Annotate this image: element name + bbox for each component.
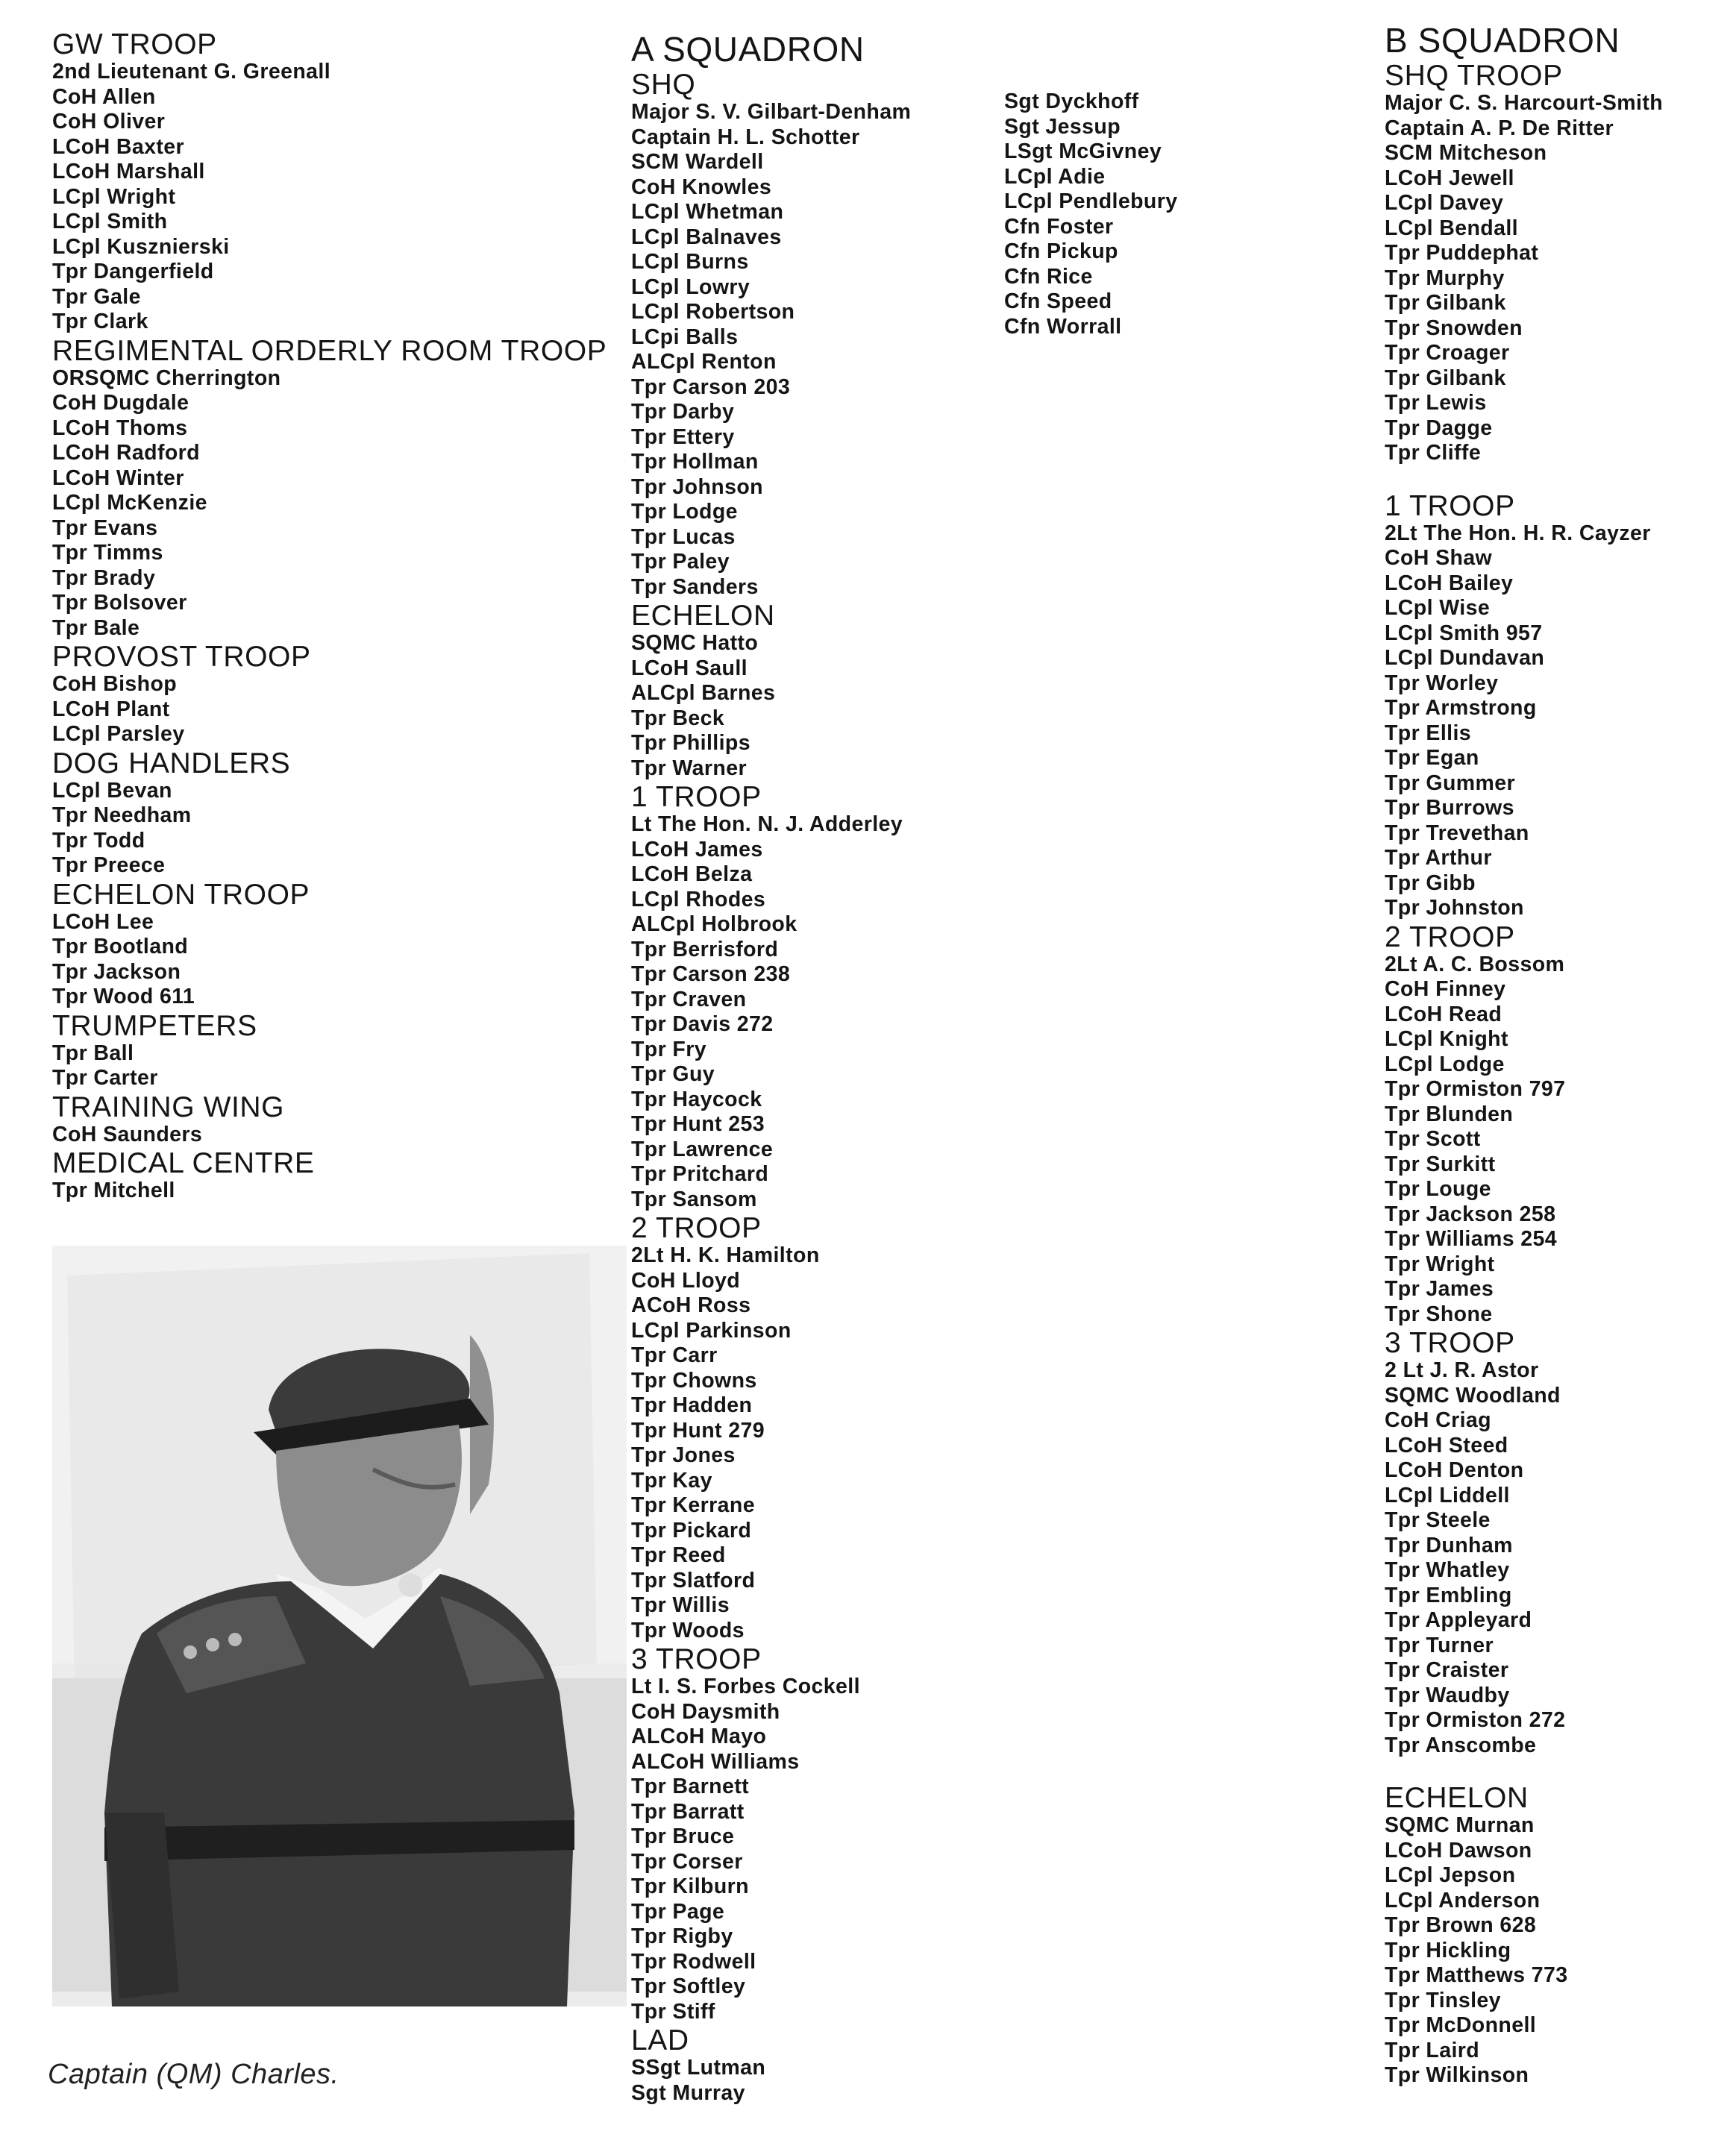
section-heading: LAD bbox=[631, 2024, 689, 2056]
roster-entry: Tpr Gibb bbox=[1385, 870, 1476, 895]
roster-entry: LCpl Smith 957 bbox=[1385, 621, 1543, 645]
section-heading: REGIMENTAL ORDERLY ROOM TROOP bbox=[52, 334, 607, 367]
roster-entry: Cfn Worrall bbox=[1004, 314, 1122, 339]
roster-entry: LCoH Read bbox=[1385, 1002, 1502, 1026]
roster-entry: Tpr Worley bbox=[1385, 671, 1499, 695]
roster-entry: Tpr Needham bbox=[52, 803, 192, 827]
roster-entry: CoH Oliver bbox=[52, 110, 166, 134]
roster-entry: Tpr Ormiston 272 bbox=[1385, 1708, 1566, 1732]
roster-entry: LCoH Denton bbox=[1385, 1458, 1524, 1482]
roster-entry: Tpr Arthur bbox=[1385, 846, 1492, 870]
section-heading: 3 TROOP bbox=[631, 1643, 762, 1675]
roster-entry: Tpr Waudby bbox=[1385, 1683, 1510, 1707]
roster-entry: Tpr Surkitt bbox=[1385, 1152, 1496, 1176]
roster-entry: ORSQMC Cherrington bbox=[52, 365, 281, 390]
roster-entry: Tpr Paley bbox=[631, 550, 730, 574]
roster-entry: LCpl Smith bbox=[52, 210, 168, 233]
roster-entry: Tpr Stiff bbox=[631, 1999, 715, 2024]
roster-entry: SCM Wardell bbox=[631, 150, 764, 174]
section-heading: SHQ bbox=[631, 69, 696, 101]
roster-entry: Tpr Dagge bbox=[1385, 415, 1493, 440]
section-heading: DOG HANDLERS bbox=[52, 747, 291, 779]
roster-entry: Tpr Rodwell bbox=[631, 1949, 756, 1974]
roster-entry: SQMC Hatto bbox=[631, 631, 759, 655]
roster-entry: Tpr Guy bbox=[631, 1062, 715, 1086]
roster-entry: Tpr Ettery bbox=[631, 424, 735, 449]
roster-entry: Tpr Lodge bbox=[631, 500, 738, 524]
roster-entry: LCoH Lee bbox=[52, 909, 154, 934]
roster-entry: LCoH Winter bbox=[52, 465, 184, 490]
column-3 bbox=[1004, 90, 1362, 339]
roster-entry: Tpr Hollman bbox=[631, 450, 759, 474]
roster-entry: 2nd Lieutenant G. Greenall bbox=[52, 60, 331, 84]
roster-entry: Tpr Carson 238 bbox=[631, 962, 791, 986]
roster-entry: ACoH Ross bbox=[631, 1293, 751, 1317]
section-heading: 2 TROOP bbox=[1385, 920, 1515, 953]
roster-entry: CoH Lloyd bbox=[631, 1268, 741, 1293]
roster-entry: LCpl Wise bbox=[1385, 596, 1491, 620]
roster-entry: Tpr Puddephat bbox=[1385, 241, 1539, 265]
roster-entry: LCpl Lodge bbox=[1385, 1052, 1505, 1076]
roster-entry: Tpr Todd bbox=[52, 828, 145, 853]
roster-entry: LCpl Pendlebury bbox=[1004, 189, 1178, 213]
roster-entry: Tpr Armstrong bbox=[1385, 696, 1537, 720]
roster-entry: Tpr Dunham bbox=[1385, 1533, 1513, 1557]
section-heading: B SQUADRON bbox=[1385, 21, 1620, 60]
roster-entry: Tpr Burrows bbox=[1385, 796, 1514, 820]
roster-entry: Tpr Cliffe bbox=[1385, 441, 1482, 465]
roster-entry: Tpr Turner bbox=[1385, 1633, 1494, 1657]
roster-entry: Tpr Evans bbox=[52, 515, 158, 540]
roster-entry: CoH Daysmith bbox=[631, 1699, 780, 1724]
roster-entry: LCpl Bevan bbox=[52, 778, 172, 803]
photo-caption: Captain (QM) Charles. bbox=[48, 2059, 339, 2090]
roster-entry: Lt I. S. Forbes Cockell bbox=[631, 1675, 860, 1698]
roster-entry: SQMC Murnan bbox=[1385, 1813, 1535, 1837]
column-4 bbox=[1385, 19, 1728, 2089]
roster-entry: LCpl Robertson bbox=[631, 300, 795, 324]
roster-entry: LCoH Belza bbox=[631, 862, 753, 886]
section-heading: GW TROOP bbox=[52, 28, 217, 60]
roster-entry: SQMC Woodland bbox=[1385, 1383, 1561, 1408]
roster-entry: Tpr Jackson bbox=[52, 959, 181, 984]
roster-entry: Tpr James bbox=[1385, 1277, 1494, 1301]
roster-entry: Tpr Preece bbox=[52, 853, 166, 877]
roster-entry: CoH Knowles bbox=[631, 175, 772, 199]
roster-entry: Tpr Phillips bbox=[631, 731, 751, 755]
roster-entry: Tpr Kerrane bbox=[631, 1493, 755, 1517]
roster-entry: LCpl Bendall bbox=[1385, 216, 1518, 240]
roster-entry: Tpr McDonnell bbox=[1385, 2013, 1537, 2037]
roster-entry: CoH Allen bbox=[52, 84, 156, 109]
roster-entry: Tpr Lewis bbox=[1385, 391, 1487, 415]
roster-entry: Tpr Lawrence bbox=[631, 1137, 774, 1161]
section-heading: 2 TROOP bbox=[631, 1212, 762, 1244]
roster-entry: LCpl Wright bbox=[52, 184, 176, 209]
roster-entry: Tpr Gilbank bbox=[1385, 365, 1506, 390]
section-heading: TRUMPETERS bbox=[52, 1009, 257, 1042]
roster-entry: Captain H. L. Schotter bbox=[631, 125, 860, 149]
section-heading: ECHELON bbox=[1385, 1782, 1529, 1814]
section-heading: 1 TROOP bbox=[1385, 489, 1515, 522]
roster-entry: Tpr Kay bbox=[631, 1468, 712, 1493]
roster-entry: Tpr Softley bbox=[631, 1974, 746, 1998]
roster-entry: LCpl Lowry bbox=[631, 274, 751, 299]
roster-entry: CoH Bishop bbox=[52, 672, 178, 696]
section-heading: ECHELON bbox=[631, 600, 775, 632]
roster-entry: CoH Finney bbox=[1385, 977, 1506, 1001]
roster-entry: Tpr Carson 203 bbox=[631, 374, 791, 399]
roster-entry: Tpr Tinsley bbox=[1385, 1988, 1501, 2012]
roster-entry: Tpr Chowns bbox=[631, 1368, 757, 1393]
roster-entry: LCpl Jepson bbox=[1385, 1863, 1516, 1887]
portrait-photo bbox=[52, 1246, 627, 2006]
roster-entry: Tpr Laird bbox=[1385, 2038, 1480, 2062]
section-heading: 3 TROOP bbox=[1385, 1327, 1515, 1359]
roster-entry: Tpr Beck bbox=[631, 706, 725, 730]
section-heading: ECHELON TROOP bbox=[52, 878, 310, 911]
roster-entry: Tpr Anscombe bbox=[1385, 1733, 1537, 1757]
roster-entry: Tpr Rigby bbox=[631, 1924, 733, 1948]
section-heading: MEDICAL CENTRE bbox=[52, 1147, 315, 1179]
roster-entry: LCpl Adie bbox=[1004, 164, 1106, 189]
roster-entry: Tpr Mitchell bbox=[52, 1179, 175, 1202]
section-heading: SHQ TROOP bbox=[1385, 60, 1563, 92]
roster-entry: Tpr Carr bbox=[631, 1343, 718, 1367]
section-heading: TRAINING WING bbox=[52, 1091, 285, 1123]
roster-entry: LCoH Bailey bbox=[1385, 571, 1514, 595]
roster-entry: LCoH Marshall bbox=[52, 160, 205, 183]
roster-entry: LCpl Parkinson bbox=[631, 1318, 792, 1343]
roster-entry: ALCpl Barnes bbox=[631, 681, 776, 705]
roster-entry: Tpr Timms bbox=[52, 541, 163, 565]
roster-entry: Tpr Wright bbox=[1385, 1252, 1495, 1276]
roster-entry: Tpr Pickard bbox=[631, 1518, 752, 1543]
roster-entry: Tpr Gilbank bbox=[1385, 291, 1506, 315]
roster-entry: ALCpl Holbrook bbox=[631, 912, 798, 936]
roster-entry: Tpr Bolsover bbox=[52, 591, 187, 615]
roster-entry: LCpi Balls bbox=[631, 324, 739, 349]
roster-entry: Tpr Johnson bbox=[631, 474, 763, 499]
roster-entry: Tpr Wood 611 bbox=[52, 985, 195, 1008]
roster-entry: Tpr Whatley bbox=[1385, 1558, 1510, 1582]
roster-entry: Tpr Barratt bbox=[631, 1799, 745, 1824]
column-1 bbox=[52, 28, 619, 1204]
roster-entry: LCoH Saull bbox=[631, 656, 748, 680]
roster-entry: LCoH Radford bbox=[52, 441, 200, 465]
roster-entry: LCpl Liddell bbox=[1385, 1483, 1510, 1507]
roster-entry: Tpr Hickling bbox=[1385, 1938, 1511, 1962]
roster-entry: Tpr Wilkinson bbox=[1385, 2063, 1529, 2087]
roster-entry: Tpr Appleyard bbox=[1385, 1608, 1532, 1632]
roster-entry: Sgt Dyckhoff bbox=[1004, 90, 1139, 113]
roster-entry: Tpr Williams 254 bbox=[1385, 1227, 1558, 1251]
roster-entry: Tpr Slatford bbox=[631, 1568, 756, 1593]
roster-entry: LCoH Steed bbox=[1385, 1433, 1508, 1458]
roster-entry: LSgt McGivney bbox=[1004, 139, 1162, 163]
roster-entry: Tpr Willis bbox=[631, 1593, 730, 1617]
roster-entry: 2 Lt J. R. Astor bbox=[1385, 1358, 1539, 1382]
roster-entry: LCpl Rhodes bbox=[631, 887, 766, 912]
roster-entry: Tpr Matthews 773 bbox=[1385, 1963, 1568, 1987]
roster-entry: LCoH Baxter bbox=[52, 134, 185, 159]
section-heading: PROVOST TROOP bbox=[52, 641, 311, 673]
roster-entry: Tpr Bale bbox=[52, 615, 140, 640]
roster-entry: LCoH Dawson bbox=[1385, 1838, 1532, 1863]
roster-entry: Tpr Haycock bbox=[631, 1087, 762, 1111]
roster-entry: Tpr Ormiston 797 bbox=[1385, 1077, 1566, 1101]
roster-entry: 2Lt A. C. Bossom bbox=[1385, 952, 1565, 976]
roster-entry: Cfn Pickup bbox=[1004, 239, 1118, 263]
roster-entry: Tpr Warner bbox=[631, 756, 747, 780]
column-2 bbox=[631, 28, 989, 2106]
roster-entry: Tpr Hunt 253 bbox=[631, 1112, 765, 1136]
roster-entry: Tpr Egan bbox=[1385, 746, 1479, 770]
roster-entry: Sgt Murray bbox=[631, 2080, 745, 2105]
roster-entry: LCpl Balnaves bbox=[631, 225, 782, 249]
roster-entry: Tpr Darby bbox=[631, 400, 735, 424]
roster-entry: LCpl Burns bbox=[631, 250, 749, 274]
officer-portrait-illustration bbox=[52, 1246, 627, 2006]
roster-entry: Tpr Jackson 258 bbox=[1385, 1202, 1556, 1226]
roster-entry: Tpr Berrisford bbox=[631, 937, 779, 961]
roster-entry: LCoH James bbox=[631, 837, 763, 862]
roster-entry: Tpr Hunt 279 bbox=[631, 1418, 765, 1443]
roster-entry: LCpl Kusznierski bbox=[52, 234, 230, 259]
roster-entry: Major S. V. Gilbart-Denham bbox=[631, 100, 912, 124]
roster-entry: LCpl McKenzie bbox=[52, 491, 207, 515]
roster-entry: Tpr Craister bbox=[1385, 1658, 1509, 1682]
roster-entry: SSgt Lutman bbox=[631, 2056, 766, 2080]
roster-entry: LCpl Knight bbox=[1385, 1027, 1508, 1051]
roster-entry: Tpr Ball bbox=[52, 1041, 134, 1065]
roster-entry: LCpl Dundavan bbox=[1385, 646, 1545, 670]
roster-entry: Tpr Johnston bbox=[1385, 896, 1524, 920]
roster-entry: Tpr Hadden bbox=[631, 1393, 753, 1417]
roster-entry: Tpr Fry bbox=[631, 1037, 706, 1061]
roster-entry: ALCoH Mayo bbox=[631, 1725, 767, 1748]
roster-entry: Major C. S. Harcourt-Smith bbox=[1385, 91, 1664, 115]
roster-entry: Tpr Jones bbox=[631, 1443, 736, 1467]
roster-entry: Tpr Embling bbox=[1385, 1583, 1512, 1607]
roster-entry: ALCoH Williams bbox=[631, 1749, 800, 1774]
roster-entry: Tpr Woods bbox=[631, 1618, 745, 1642]
roster-entry: LCoH Jewell bbox=[1385, 166, 1514, 190]
roster-entry: Lt The Hon. N. J. Adderley bbox=[631, 812, 903, 836]
roster-entry: Tpr Dangerfield bbox=[52, 260, 214, 283]
roster-entry: SCM Mitcheson bbox=[1385, 141, 1547, 165]
roster-entry: Tpr Davis 272 bbox=[631, 1012, 774, 1036]
roster-entry: Tpr Trevethan bbox=[1385, 821, 1529, 845]
roster-entry: CoH Dugdale bbox=[52, 391, 189, 415]
roster-entry: LCoH Plant bbox=[52, 697, 170, 721]
roster-entry: Tpr Barnett bbox=[631, 1775, 749, 1798]
roster-entry: LCpl Davey bbox=[1385, 191, 1504, 215]
roster-entry: ALCpl Renton bbox=[631, 350, 777, 374]
roster-entry: 2Lt H. K. Hamilton bbox=[631, 1243, 820, 1267]
roster-entry: Tpr Blunden bbox=[1385, 1102, 1514, 1126]
roster-entry: Tpr Steele bbox=[1385, 1508, 1491, 1532]
roster-entry: Tpr Craven bbox=[631, 987, 747, 1011]
roster-entry: Tpr Brown 628 bbox=[1385, 1913, 1537, 1937]
roster-entry: Sgt Jessup bbox=[1004, 114, 1121, 139]
roster-entry: Tpr Corser bbox=[631, 1849, 743, 1874]
roster-entry: LCpl Anderson bbox=[1385, 1888, 1541, 1913]
roster-entry: Tpr Bruce bbox=[631, 1824, 735, 1848]
roster-entry: Tpr Clark bbox=[52, 310, 148, 333]
roster-entry: Tpr Carter bbox=[52, 1066, 158, 1090]
roster-entry: LCpl Whetman bbox=[631, 200, 784, 224]
roster-entry: Tpr Reed bbox=[631, 1543, 726, 1567]
roster-entry: Captain A. P. De Ritter bbox=[1385, 116, 1614, 140]
roster-entry: Tpr Croager bbox=[1385, 341, 1510, 365]
section-heading: A SQUADRON bbox=[631, 30, 865, 69]
roster-entry: Tpr Gummer bbox=[1385, 771, 1516, 795]
roster-entry: Tpr Lucas bbox=[631, 524, 736, 549]
roster-entry: Tpr Bootland bbox=[52, 935, 189, 958]
roster-entry: CoH Saunders bbox=[52, 1122, 203, 1146]
roster-entry: Tpr Scott bbox=[1385, 1127, 1481, 1151]
roster-entry: CoH Criag bbox=[1385, 1408, 1491, 1432]
roster-entry: Cfn Rice bbox=[1004, 264, 1093, 289]
roster-entry: Tpr Kilburn bbox=[631, 1874, 749, 1898]
roster-entry: LCpl Parsley bbox=[52, 722, 185, 746]
roster-entry: 2Lt The Hon. H. R. Cayzer bbox=[1385, 521, 1651, 545]
roster-entry: Tpr Sansom bbox=[631, 1187, 757, 1211]
roster-entry: Tpr Shone bbox=[1385, 1302, 1493, 1326]
roster-entry: CoH Shaw bbox=[1385, 546, 1493, 570]
section-heading: 1 TROOP bbox=[631, 781, 762, 813]
roster-entry: Cfn Speed bbox=[1004, 289, 1112, 313]
roster-entry: Tpr Brady bbox=[52, 565, 156, 590]
roster-entry: Tpr Murphy bbox=[1385, 266, 1505, 290]
roster-entry: Tpr Gale bbox=[52, 284, 141, 309]
roster-entry: Tpr Pritchard bbox=[631, 1162, 769, 1186]
roster-entry: Tpr Sanders bbox=[631, 574, 759, 599]
roster-entry: Tpr Snowden bbox=[1385, 316, 1523, 340]
roster-entry: Tpr Page bbox=[631, 1899, 725, 1924]
roster-entry: Cfn Foster bbox=[1004, 214, 1114, 239]
roster-entry: Tpr Ellis bbox=[1385, 721, 1472, 745]
roster-entry: Tpr Louge bbox=[1385, 1177, 1491, 1201]
roster-entry: LCoH Thoms bbox=[52, 415, 188, 440]
